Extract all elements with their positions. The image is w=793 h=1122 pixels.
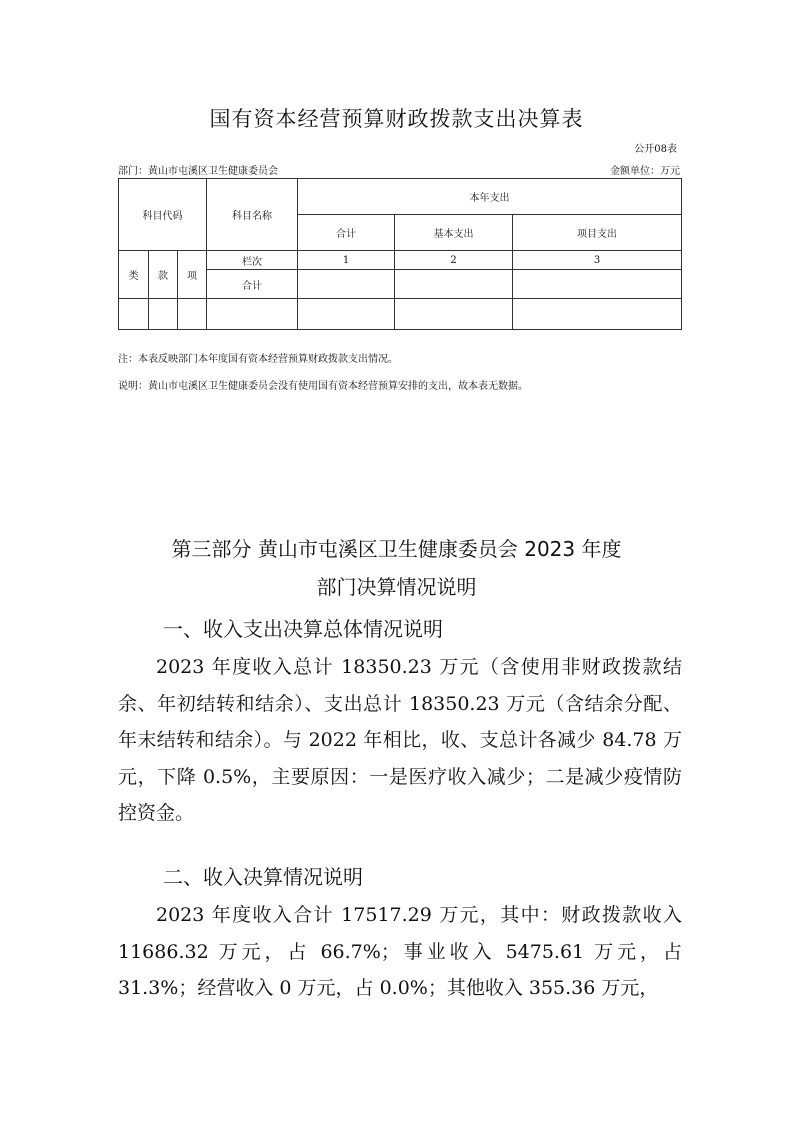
header-section: 款 bbox=[149, 251, 178, 299]
header-current-year-expenditure: 本年支出 bbox=[298, 179, 682, 215]
header-subject-code: 科目代码 bbox=[119, 179, 207, 251]
part-title-line1: 第三部分 黄山市屯溪区卫生健康委员会 2023 年度 bbox=[171, 537, 622, 561]
table-column-order-row bbox=[119, 251, 682, 270]
table-empty-row bbox=[119, 299, 682, 330]
table-note: 注：本表反映部门本年度国有资本经营预算财政拨款支出情况。 bbox=[118, 354, 398, 365]
column-number-2: 2 bbox=[395, 251, 513, 270]
header-class: 类 bbox=[119, 251, 149, 299]
column-number-3: 3 bbox=[513, 251, 682, 270]
table-header-row bbox=[119, 179, 682, 215]
total-row-cell bbox=[395, 270, 513, 299]
header-basic-expenditure: 基本支出 bbox=[395, 215, 513, 251]
table-explanation: 说明：黄山市屯溪区卫生健康委员会没有使用国有资本经营预算安排的支出，故本表无数据。 bbox=[118, 381, 528, 392]
budget-table bbox=[118, 178, 682, 330]
column-order-label: 栏次 bbox=[207, 251, 298, 270]
header-subject-name: 科目名称 bbox=[207, 179, 298, 251]
empty-cell bbox=[119, 299, 149, 330]
unit-label: 金额单位：万元 bbox=[610, 166, 680, 177]
header-project-expenditure: 项目支出 bbox=[513, 215, 682, 251]
section2-heading: 二、收入决算情况说明 bbox=[163, 865, 363, 889]
table-title: 国有资本经营预算财政拨款支出决算表 bbox=[209, 107, 584, 131]
form-code: 公开08表 bbox=[634, 144, 677, 155]
column-number-1: 1 bbox=[298, 251, 395, 270]
part-title-line2: 部门决算情况说明 bbox=[316, 575, 477, 599]
department-label: 部门：黄山市屯溪区卫生健康委员会 bbox=[118, 166, 278, 177]
total-row-label: 合计 bbox=[207, 270, 298, 299]
empty-cell bbox=[207, 299, 298, 330]
empty-cell bbox=[178, 299, 207, 330]
total-row-cell bbox=[298, 270, 395, 299]
section1-heading: 一、收入支出决算总体情况说明 bbox=[163, 617, 443, 641]
section2-paragraph: 2023 年度收入合计 17517.29 万元，其中：财政拨款收入 11686.32 万元，占 66.7%；事业收入 5475.61 万元，占 31.3%；经营收入 0 万元，占 0.0%；其他收入 355.36 万元， bbox=[118, 904, 682, 999]
header-item: 项 bbox=[178, 251, 207, 299]
header-total: 合计 bbox=[298, 215, 395, 251]
total-row-cell bbox=[513, 270, 682, 299]
empty-cell bbox=[395, 299, 513, 330]
empty-cell bbox=[149, 299, 178, 330]
section1-paragraph: 2023 年度收入总计 18350.23 万元（含使用非财政拨款结余、年初结转和结余）、支出总计 18350.23 万元（含结余分配、年末结转和结余）。与 2022 年相比，收、支总计各减少 84.78 万元，下降 0.5%，主要原因：一是医疗收入减少；二是减少疫情防控资金。 bbox=[118, 656, 682, 824]
empty-cell bbox=[513, 299, 682, 330]
empty-cell bbox=[298, 299, 395, 330]
